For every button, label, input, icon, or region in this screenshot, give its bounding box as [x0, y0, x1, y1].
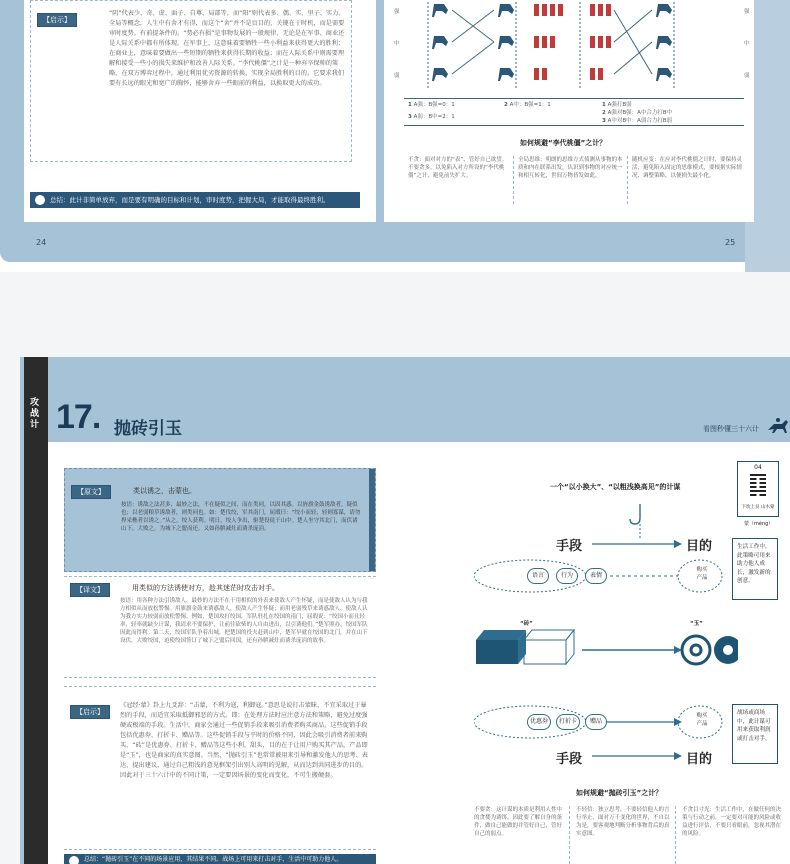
- qishi-text-2: 《冠经·蒙》卦上九爻辞：“击蒙，不利为寇，利御寇。”意思是说打击蒙昧，不宜采取过于暴烈的手段，而适宜采取抵御邪恶的方式。即：在处理方法时应注意方法和策略，避免过度强硬或极端的手段。生活中，商家会通过一些促销手段来吸引消费者购买商品，这些促销手段包括优惠券、打折卡、赠品等。这些促销手段与平时的价格不同，因此会吸引消费者前来购买，“砖”是优惠券、打折卡、赠品等这些小利，甜头，目的在于让用户购买其产品，产品即是“玉”，也是商家的真实意图。当然，“抛砖引玉”也常常被用来引导和激发他人的思考、表达、提出建议，通过自己粗浅的意见框架引出别人高明的见解，从而达到共同进步的目的。因此对于三十六计中的不同计策，一定要因场景的变化而变化，不可生搬硬套。: [120, 702, 368, 779]
- right-label-strong: 强: [744, 9, 750, 15]
- hexagram-caption: 下坎上艮 山水蒙: [741, 505, 775, 510]
- legend-box: [404, 98, 744, 126]
- means-pill: 表情: [585, 568, 607, 584]
- legend-item: 2 A强对B强：A中合力打B中: [602, 110, 673, 116]
- chapter-number: 17.: [56, 398, 101, 436]
- summary-text: 总结：此计非简单放弃，而是要有明确的目标和计划，审时度势，把握大局，才能取得最终胜利。: [50, 196, 330, 204]
- summary-icon: [35, 195, 45, 205]
- qishi-tag-2: 【启示】: [70, 705, 110, 719]
- yuanwen-bar: [369, 469, 375, 571]
- tip-card: 不贪：面对对方的“表”、管好自己欲望。不要贪多。以免陷入对方所设的“李代桃僵”之计，避免前失扩大。: [408, 156, 514, 204]
- legend-item: 3 A弱：B中=2：1: [408, 114, 455, 120]
- legend-item: 1 A强：B强=0：1: [408, 102, 455, 108]
- legend-item: 1 A强打B弱: [602, 102, 632, 108]
- summary-bar-2: [64, 854, 376, 864]
- page-24: [24, 0, 376, 222]
- side-note-battle: 战场或商场中，此计谋可用来获取利润或打击对手。: [732, 704, 778, 764]
- tip-card-2: 不要贪：这计谋的本质是利用人性中的贪婪为诱饵，因此要了解自身的条件，做自己能做的并管好自己，管好自己的弱点。: [474, 806, 570, 864]
- hexagram-card: [737, 461, 779, 517]
- tip-card-2: 不轻信：独立思考，不要轻信他人的言行举止，面对万千变化的世界，不自以为是，要客观地判断分析事物背后的真实意图。: [576, 806, 676, 864]
- means-pill: 打折卡: [556, 714, 580, 730]
- top-means-label: 手段: [556, 539, 583, 554]
- row-label-mid: 中: [394, 41, 400, 47]
- right-label-weak: 弱: [744, 73, 750, 79]
- jade-label: “玉”: [690, 621, 703, 627]
- top-goal-text: 购买 产品: [696, 567, 708, 581]
- hexagram-label: 蒙（méng）: [744, 521, 774, 527]
- yiwen-box: [64, 576, 376, 678]
- chapter-title: 抛砖引玉: [114, 419, 182, 439]
- yiwen-tag: 【译文】: [70, 583, 110, 597]
- page-25: [384, 0, 754, 222]
- right-label-mid: 中: [744, 41, 750, 47]
- horse-race-diagram: [404, 0, 744, 92]
- hexagram-lines-icon: [750, 474, 766, 498]
- summary-icon: [69, 856, 79, 864]
- diagram-title: 一个“以小换大”、“以粗浅换高见”的计谋: [550, 483, 681, 491]
- brick-label: “砖”: [520, 621, 533, 627]
- tip-card-2: 不贪目寸光：生活工作中，在做任何的决策与行动之前，一定要对可能的风险或收益进行评估，不要只看眼前，忽视其潜在的风险。: [682, 807, 782, 837]
- means-pill: 语言: [527, 568, 549, 584]
- bottom-goal-label: 目的: [686, 752, 713, 767]
- yuanwen-box: [64, 468, 376, 572]
- page-number-right: 25: [725, 238, 736, 247]
- bottom-goal-text: 购买 产品: [696, 713, 708, 727]
- qishi-box: [30, 0, 352, 162]
- means-pill: 优惠券: [527, 714, 551, 730]
- row-label-weak: 弱: [394, 73, 400, 79]
- summary-text-2: 总结：“抛砖引玉”在不同的场景应用，其结果不同。战场上可用来打击对手，生活中可助力他人。: [84, 856, 343, 863]
- qishi-box-2: [64, 686, 376, 850]
- chapter-category: 攻战计: [30, 398, 40, 430]
- means-pill: 赠品: [585, 714, 607, 730]
- book-title: 看图秒懂三十六计: [703, 425, 759, 433]
- yiwen-note: 按语：用各种方法引诱敌人，最妙的方法不在于用相似的外表来使敌人产生怀疑，而是使敌人认为与我方相似从而放松警惕。用旗旗金鼓来诱惑敌人，使敌人产生怀疑；而用老弱残草来诱惑敌人，使敌人认为我方实力较弱而放松警惕。例如，楚国攻打绞国，军队驻扎在绞国的南门，屈瑕说：“绞国小而且轻率，轻率就缺少计谋，我请求不要保护，让前往砍柴的人自由进出，以引诱他们。”楚军照办，绞国军队因此而得利。第二天，绞国军队争着出城，把楚国的役夫赶到山中，楚军早就在绞国的北门，并在山下设伏，大败绞国，迫使绞国签订了城下之盟后回国，还有孙膑减灶而诱杀庞涓的故事。: [120, 598, 368, 644]
- legend-item: 2 A中：B强=1：1: [504, 102, 551, 108]
- row-label-strong: 强: [394, 9, 400, 15]
- top-goal-label: 目的: [686, 539, 713, 554]
- chapter-sidebar: [24, 357, 48, 864]
- means-pill: 行为: [556, 568, 578, 584]
- horse-rider-icon: [766, 416, 790, 436]
- question-title-2: 如何规避“抛砖引玉”之计？: [576, 789, 663, 797]
- yiwen-text: 用类似的方法诱使对方，趁其迷茫时攻击对手。: [132, 584, 279, 592]
- bottom-means-label: 手段: [556, 752, 583, 767]
- summary-bar: [30, 192, 360, 208]
- tip-card: 全局思维：明朗的思维方式侦测从事物的本质和内在联系出发，认识到事物的对应统一和相互转化，世间万物皆发如此。: [518, 156, 628, 204]
- yuanwen-text: 类以诱之，击蒙也。: [133, 487, 196, 495]
- legend-item: 3 A中对B中：A弱合力打B弱: [602, 118, 673, 124]
- qishi-tag: 【启示】: [37, 13, 77, 27]
- qishi-text: “阴”代表少、奇、虚、面子、自尊、局部等，而“阳”则代表多、偶、实、里子、实力、全局等概念，人生中有舍才有得，而这个“舍”并不是盲目的，关键在于时机，而是需要审时度势。有前提条件的。“势必有损”是事物发展的一般规律，无论是在军事、商业还是人际关系中都有所体现。在军事上，这意味着要牺牲一些小利益来获得更大的胜利；在商业上，意味着要做出一些短期的牺牲来获得长期的收益；而在人际关系中则需要理解和接受一些小的损失来维护和改善人际关系。“李代桃僵”之计是一种弃卒保帅的策略，在双方博弈过程中，通过利用优劣资源的转换，实现全局胜利的目的。它要求我们要有长远的眼光和宽广的胸怀，能够舍弃一些眼前的利益，以换取更大的成功。: [109, 10, 345, 87]
- question-title: 如何规避“李代桃僵”之计？: [520, 139, 607, 147]
- tip-card: 随机应变：在应对李代桃僵之计时，要保持灵活，避免陷入固定的思维模式，要根据实际情况，调整策略，以便损失最小化。: [632, 157, 742, 179]
- page-number-left: 24: [36, 238, 47, 247]
- yuanwen-note: 按语：诱敌之法甚多，最妙之法，不在疑似之间，而在类同，以固其惑。以旌旗金鼓诱敌者，疑似也；以老弱粮草诱敌者，则类同也。如：楚伐绞，军其南门，屈瑕曰：“绞小而轻，轻则寡谋，请勿捍采樵者以诱之。”从之，绞人获利。明日，绞人争出，驱楚役徒于山中。楚人坐守其北门，而伏诸山下，大败之，为城下之盟而还。又如孙膑减灶而诱杀庞涓。: [121, 502, 361, 532]
- side-note-life: 生活工作中，此策略可用来助力他人成长，激发新的创意。: [732, 538, 778, 600]
- yuanwen-tag: 【原文】: [71, 485, 111, 499]
- hexagram-number: 04: [754, 464, 762, 471]
